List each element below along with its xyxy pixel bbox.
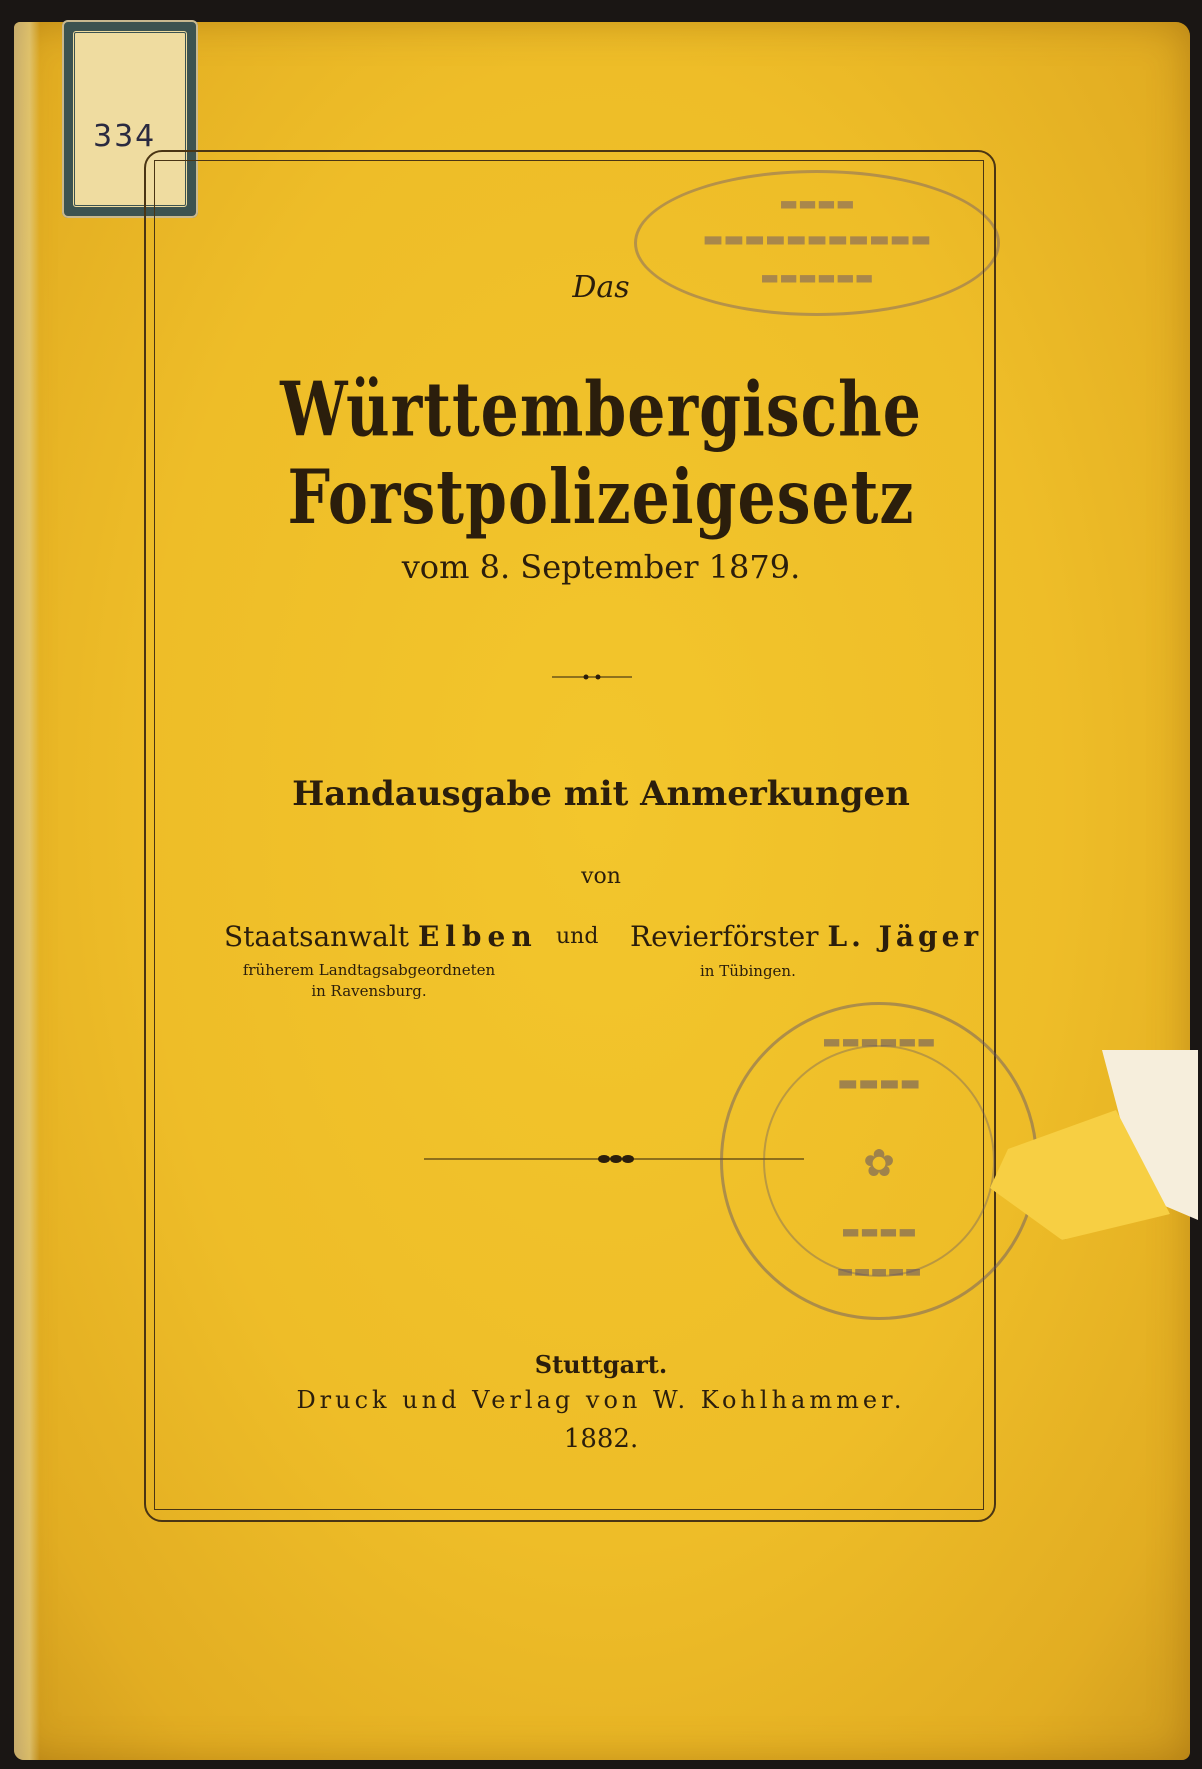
author-right-role: Revierförster	[630, 920, 819, 953]
oval-stamp-mark-3: ▬▬▬▬▬▬	[760, 265, 874, 289]
author-left-name: Elben	[417, 920, 538, 953]
book-title: Württembergische Forstpolizeigesetz	[280, 366, 922, 542]
publication-year: 1882.	[563, 1424, 639, 1454]
round-stamp-mark-4: ▬▬▬▬▬	[836, 1261, 922, 1282]
round-society-stamp	[720, 1002, 1038, 1320]
author-left-note-1: früherem Landtagsabgeordneten	[242, 961, 496, 979]
author-right	[630, 920, 982, 953]
round-stamp-mark-3: ▬▬▬▬	[841, 1219, 917, 1243]
oval-stamp-mark-1: ▬▬▬▬	[779, 191, 855, 215]
publisher: Druck und Verlag von W. Kohlhammer.	[296, 1386, 906, 1414]
author-left	[224, 920, 538, 953]
subtitle: Handausgabe mit Anmerkungen	[292, 774, 910, 814]
author-left-note-2: in Ravensburg.	[311, 982, 427, 1000]
ornament-small	[552, 674, 632, 680]
author-left-note	[234, 960, 504, 1002]
round-stamp-mark-2: ▬▬▬▬	[837, 1071, 921, 1096]
date-line: vom 8. September 1879.	[401, 548, 801, 586]
round-stamp-mark-1: ▬▬▬▬▬▬	[822, 1029, 936, 1053]
conjunction: und	[556, 924, 599, 949]
author-left-role: Staatsanwalt	[224, 920, 410, 953]
oval-stamp-mark-2: ▬▬▬▬▬▬▬▬▬▬▬	[702, 227, 932, 252]
catalog-number: 334	[93, 119, 157, 154]
author-right-note: in Tübingen.	[700, 962, 796, 980]
by-line: von	[581, 864, 621, 889]
round-stamp-emblem-icon: ✿	[863, 1141, 895, 1185]
title-article: Das	[572, 270, 630, 305]
publication-city: Stuttgart.	[534, 1350, 668, 1379]
author-right-name: L. Jäger	[827, 920, 983, 953]
